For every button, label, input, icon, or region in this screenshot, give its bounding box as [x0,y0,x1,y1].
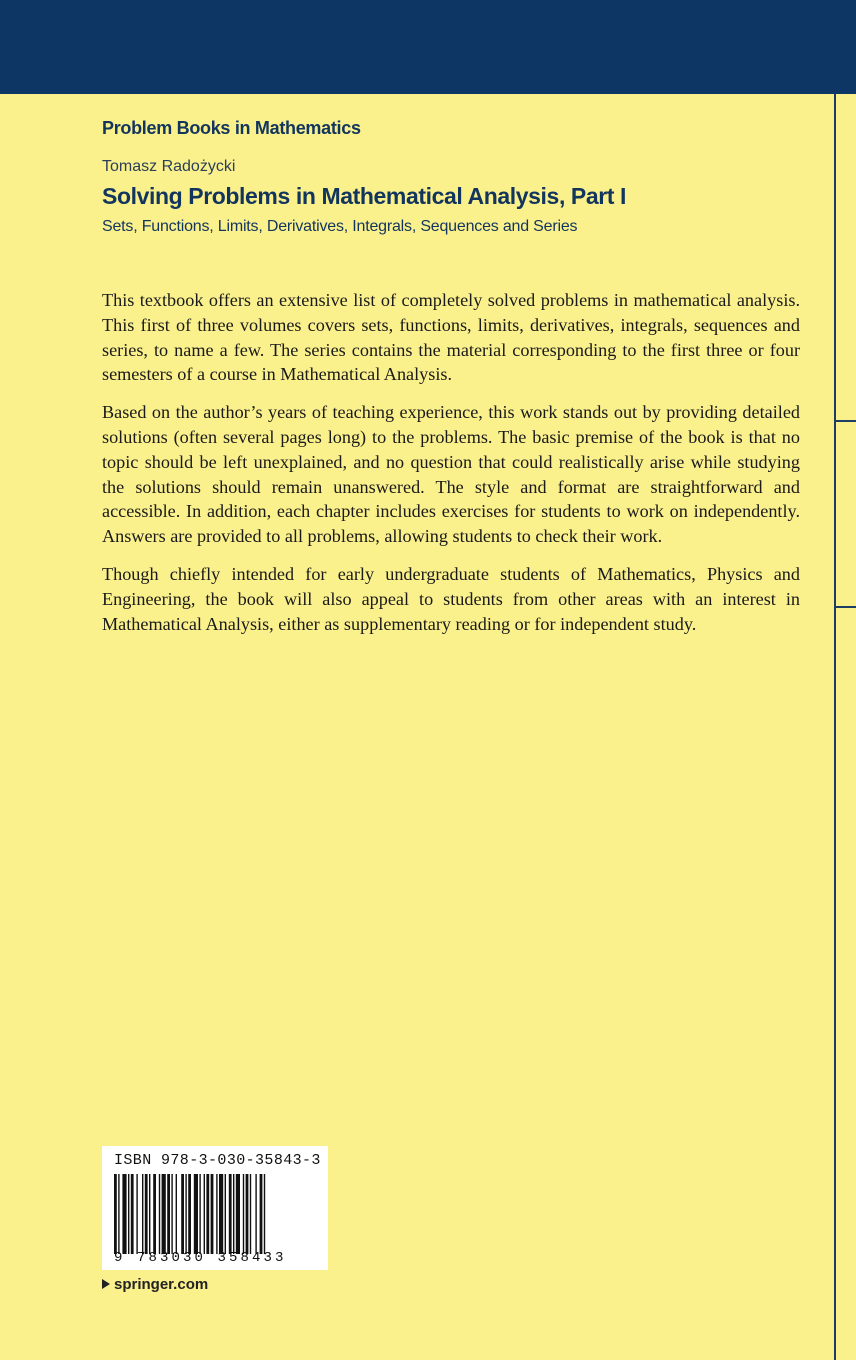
spine-tick-upper [836,420,856,422]
spine-tick-lower [836,606,856,608]
author-name: Tomasz Radożycki [102,158,236,175]
blurb [102,288,800,649]
publisher-link[interactable] [102,1276,208,1293]
blurb-paragraph-1: This textbook offers an extensive list of completely solved problems in mathematical analysis. This first of three volumes covers sets, functions, limits, derivatives, integrals, sequences and series, to name a few. The series contains the material corresponding to the first three or four semesters of a course in Mathematical Analysis. [102,290,800,385]
barcode-bars [112,1174,318,1254]
blurb-paragraph-3: Though chiefly intended for early undergraduate students of Mathematics, Physics and Engineering, the book will also appeal to students from other areas with an interest in Mathematical Analysis, either as supplementary reading or for independent study. [102,563,800,634]
top-color-band [0,0,856,94]
book-subtitle: Sets, Functions, Limits, Derivatives, Integrals, Sequences and Series [102,218,578,235]
spine-edge-line [834,94,836,1360]
barcode-digits: 9 783030 358433 [114,1250,287,1266]
publisher-link-text: springer.com [114,1276,209,1293]
book-title: Solving Problems in Mathematical Analysis, Part I [102,183,627,209]
isbn-barcode [102,1146,328,1270]
triangle-right-icon [102,1279,110,1289]
isbn-label: ISBN 978-3-030-35843-3 [114,1152,321,1169]
blurb-paragraph-2: Based on the author’s years of teaching experience, this work stands out by providing detailed solutions (often several pages long) to the problems. The basic premise of the book is that no topic should be left unexplained, and no question that could realistically arise while studying the solutions should remain unanswered. The style and format are straightforward and accessible. In addition, each chapter includes exercises for students to work on independently. Answers are provided to all problems, allowing students to check their work. [102,402,800,547]
series-name: Problem Books in Mathematics [102,118,361,138]
